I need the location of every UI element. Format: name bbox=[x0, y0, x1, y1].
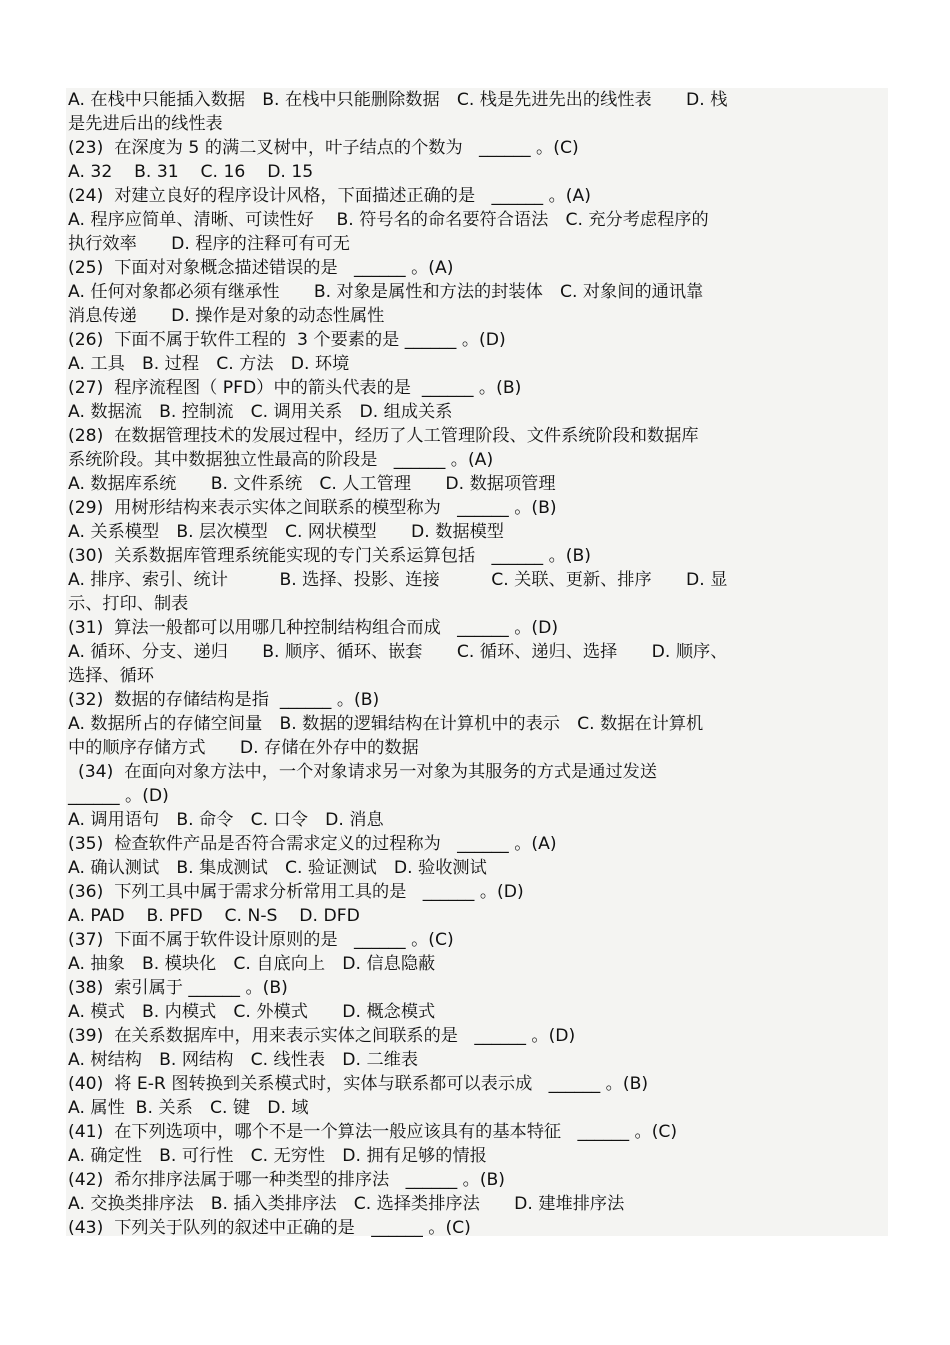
question-line: (34) 在面向对象方法中，一个对象请求另一对象为其服务的方式是通过发送 bbox=[78, 762, 658, 782]
question-line: (41) 在下列选项中，哪个不是一个算法一般应该具有的基本特征 ______ 。(C) bbox=[68, 1122, 678, 1142]
question-line: 系统阶段。其中数据独立性最高的阶段是 ______ 。(A) bbox=[68, 450, 494, 470]
question-line: (26) 下面不属于软件工程的 3 个要素的是 ______ 。(D) bbox=[68, 330, 506, 350]
question-line: (25) 下面对对象概念描述错误的是 ______ 。(A) bbox=[68, 258, 454, 278]
question-line: (35) 检查软件产品是否符合需求定义的过程称为 ______ 。(A) bbox=[68, 834, 557, 854]
question-line: (31) 算法一般都可以用哪几种控制结构组合而成 ______ 。(D) bbox=[68, 618, 559, 638]
options-line: A. 工具 B. 过程 C. 方法 D. 环境 bbox=[68, 354, 350, 374]
options-line: A. 任何对象都必须有继承性 B. 对象是属性和方法的封装体 C. 对象间的通讯靠 bbox=[68, 282, 704, 302]
options-line: A. 模式 B. 内模式 C. 外模式 D. 概念模式 bbox=[68, 1002, 436, 1022]
options-line: A. 属性 B. 关系 C. 键 D. 域 bbox=[68, 1098, 309, 1118]
text-line: 是先进后出的线性表 bbox=[68, 114, 223, 134]
options-line: A. 数据库系统 B. 文件系统 C. 人工管理 D. 数据项管理 bbox=[68, 474, 556, 494]
options-line: A. 数据所占的存储空间量 B. 数据的逻辑结构在计算机中的表示 C. 数据在计算机 bbox=[68, 714, 704, 734]
question-line: (38) 索引属于 ______ 。(B) bbox=[68, 978, 288, 998]
options-line: A. 确定性 B. 可行性 C. 无穷性 D. 拥有足够的情报 bbox=[68, 1146, 487, 1166]
question-line: (42) 希尔排序法属于哪一种类型的排序法 ______ 。(B) bbox=[68, 1170, 506, 1190]
options-line: A. 确认测试 B. 集成测试 C. 验证测试 D. 验收测试 bbox=[68, 858, 487, 878]
question-line: (30) 关系数据库管理系统能实现的专门关系运算包括 ______ 。(B) bbox=[68, 546, 591, 566]
options-line: A. 抽象 B. 模块化 C. 自底向上 D. 信息隐蔽 bbox=[68, 954, 436, 974]
question-line: (36) 下列工具中属于需求分析常用工具的是 ______ 。(D) bbox=[68, 882, 524, 902]
text-lines bbox=[66, 88, 888, 1240]
options-line: A. 树结构 B. 网结构 C. 线性表 D. 二维表 bbox=[68, 1050, 419, 1070]
question-line: (29) 用树形结构来表示实体之间联系的模型称为 ______ 。(B) bbox=[68, 498, 557, 518]
options-line: A. 循环、分支、递归 B. 顺序、循环、嵌套 C. 循环、递归、选择 D. 顺序、 bbox=[68, 642, 728, 662]
options-line: A. 32 B. 31 C. 16 D. 15 bbox=[68, 162, 314, 182]
options-line: A. 数据流 B. 控制流 C. 调用关系 D. 组成关系 bbox=[68, 402, 453, 422]
question-line: (32) 数据的存储结构是指 ______ 。(B) bbox=[68, 690, 380, 710]
question-line: (27) 程序流程图（ PFD）中的箭头代表的是 ______ 。(B) bbox=[68, 378, 522, 398]
options-line: 示、打印、制表 bbox=[68, 594, 189, 614]
options-line: 消息传递 D. 操作是对象的动态性属性 bbox=[68, 306, 385, 326]
options-line: A. PAD B. PFD C. N-S D. DFD bbox=[68, 906, 360, 926]
question-line: (43) 下列关于队列的叙述中正确的是 ______ 。(C) bbox=[68, 1218, 471, 1238]
question-line: (39) 在关系数据库中，用来表示实体之间联系的是 ______ 。(D) bbox=[68, 1026, 576, 1046]
question-line: (23) 在深度为 5 的满二叉树中，叶子结点的个数为 ______ 。(C) bbox=[68, 138, 579, 158]
question-line: (24) 对建立良好的程序设计风格，下面描述正确的是 ______ 。(A) bbox=[68, 186, 591, 206]
options-line: A. 交换类排序法 B. 插入类排序法 C. 选择类排序法 D. 建堆排序法 bbox=[68, 1194, 625, 1214]
options-line: A. 关系模型 B. 层次模型 C. 网状模型 D. 数据模型 bbox=[68, 522, 504, 542]
options-line: 执行效率 D. 程序的注释可有可无 bbox=[68, 234, 350, 254]
question-line: ______ 。(D) bbox=[68, 786, 169, 806]
question-line: (28) 在数据管理技术的发展过程中，经历了人工管理阶段、文件系统阶段和数据库 bbox=[68, 426, 699, 446]
options-line: A. 调用语句 B. 命令 C. 口令 D. 消息 bbox=[68, 810, 384, 830]
options-line: 中的顺序存储方式 D. 存储在外存中的数据 bbox=[68, 738, 419, 758]
text-line: A. 在栈中只能插入数据 B. 在栈中只能删除数据 C. 栈是先进先出的线性表 D. 栈 bbox=[68, 90, 728, 110]
options-line: A. 排序、索引、统计 B. 选择、投影、连接 C. 关联、更新、排序 D. 显 bbox=[68, 570, 728, 590]
document-page bbox=[66, 88, 888, 1236]
question-line: (37) 下面不属于软件设计原则的是 ______ 。(C) bbox=[68, 930, 454, 950]
options-line: 选择、循环 bbox=[68, 666, 154, 686]
options-line: A. 程序应简单、清晰、可读性好 B. 符号名的命名要符合语法 C. 充分考虑程序的 bbox=[68, 210, 709, 230]
question-line: (40) 将 E-R 图转换到关系模式时，实体与联系都可以表示成 ______ 。(B) bbox=[68, 1074, 649, 1094]
